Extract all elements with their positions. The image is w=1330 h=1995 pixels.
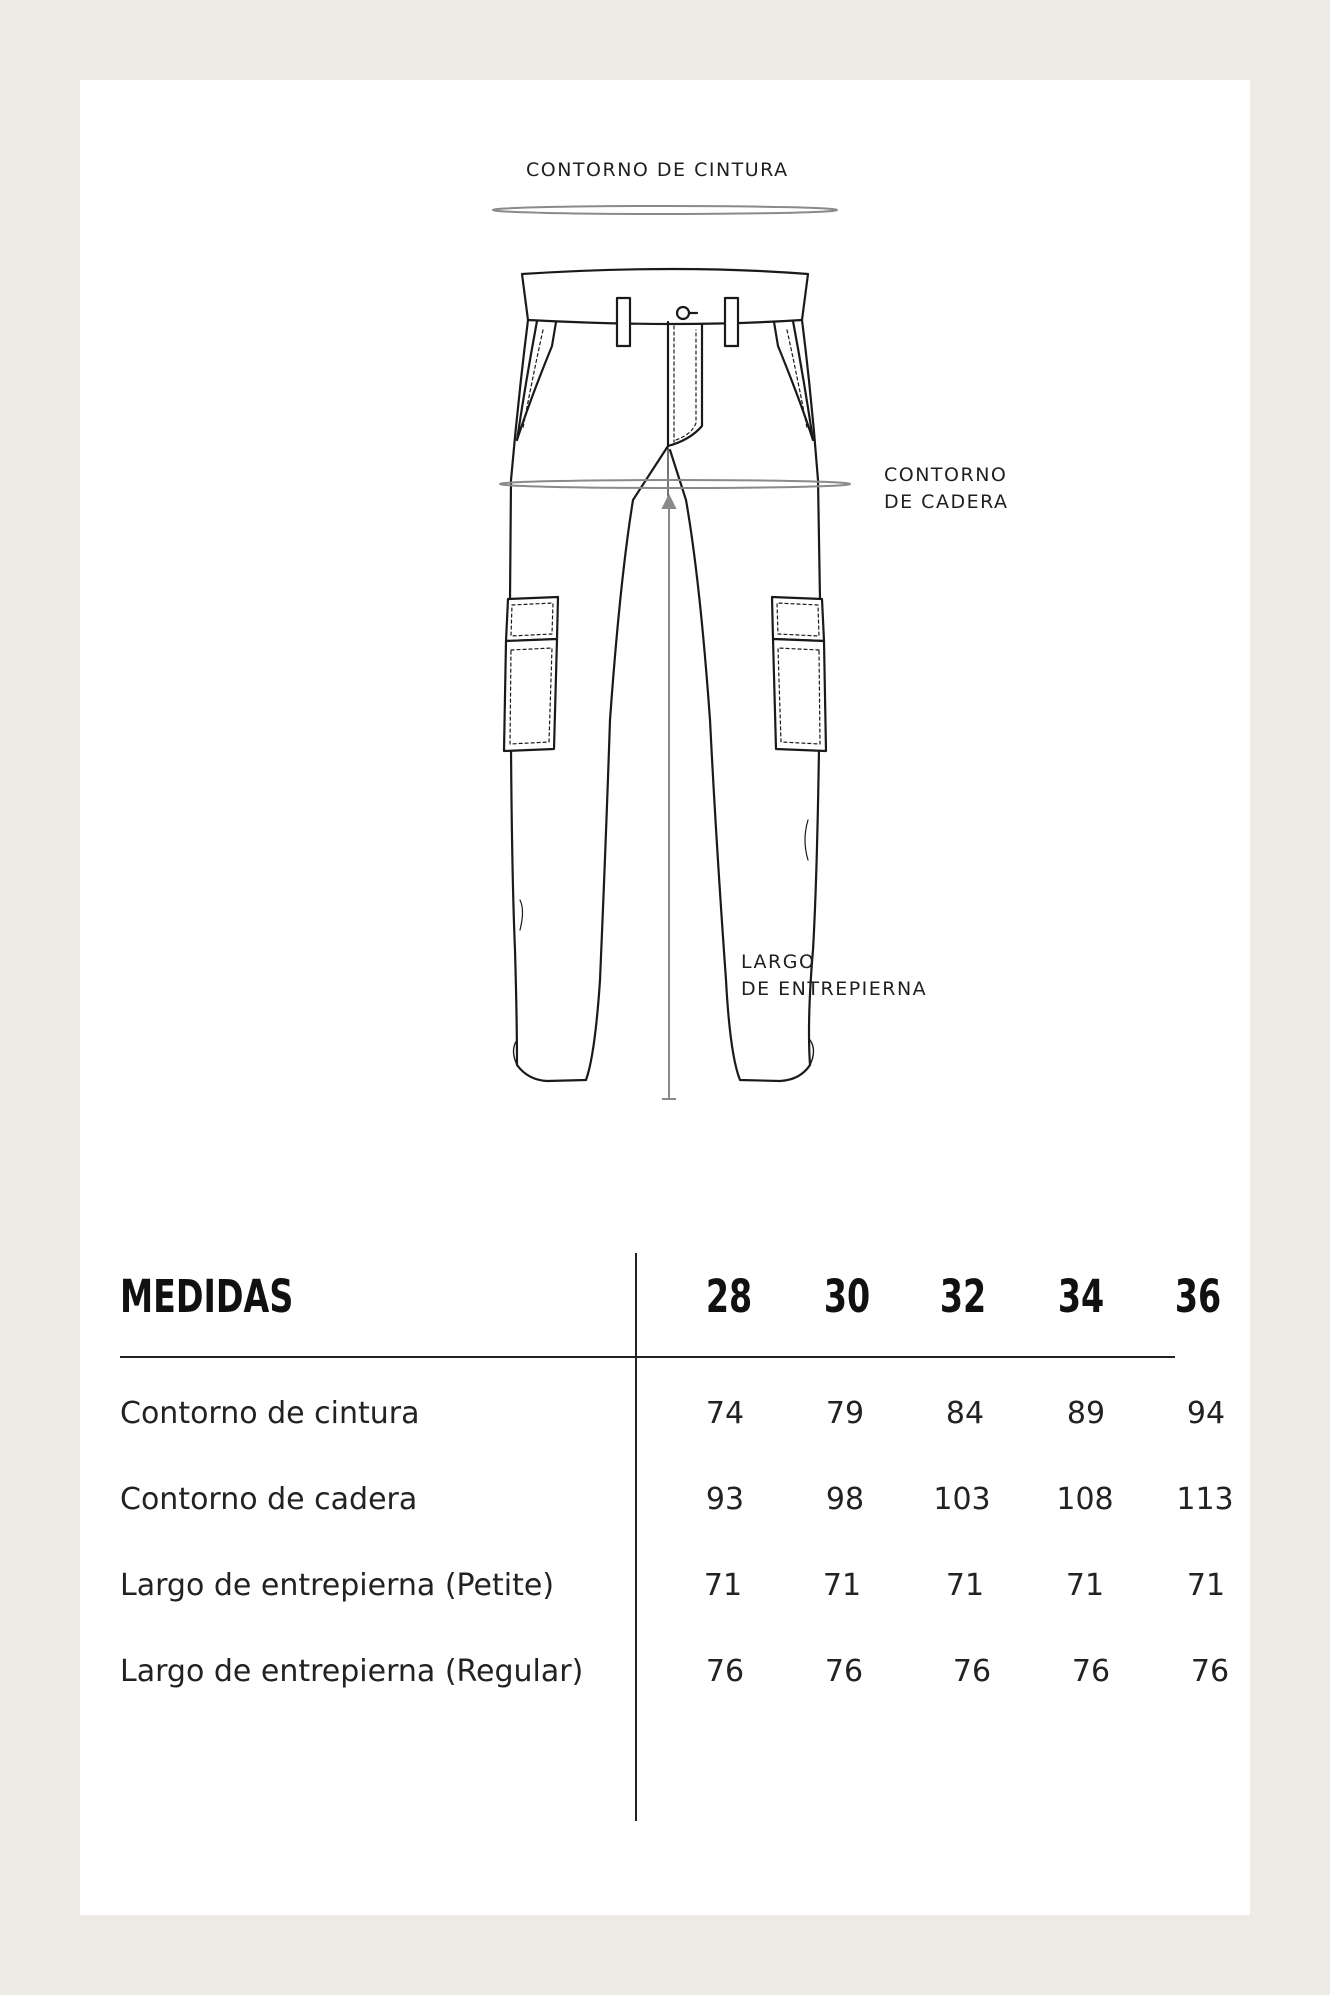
cell-petite-34: 71 [1065,1568,1105,1603]
cell-waist-34: 89 [1066,1396,1106,1431]
size-header-30: 30 [823,1270,871,1323]
cell-waist-30: 79 [825,1396,865,1431]
row-label-inseam-regular: Largo de entrepierna (Regular) [120,1654,584,1689]
cell-hip-30: 98 [825,1482,865,1517]
cell-regular-30: 76 [824,1654,864,1689]
cell-regular-32: 76 [952,1654,992,1689]
size-guide-card [80,80,1250,1915]
cell-hip-28: 93 [705,1482,745,1517]
hip-label-line-2: DE CADERA [884,491,1009,513]
cell-hip-36: 113 [1176,1482,1234,1517]
cargo-pants-outline-icon [80,80,1250,1140]
size-header-34: 34 [1057,1270,1105,1323]
cell-petite-32: 71 [945,1568,985,1603]
cell-waist-28: 74 [705,1396,745,1431]
cell-regular-34: 76 [1071,1654,1111,1689]
size-header-32: 32 [939,1270,987,1323]
row-label-inseam-petite: Largo de entrepierna (Petite) [120,1568,555,1603]
cell-waist-36: 94 [1186,1396,1226,1431]
size-header-36: 36 [1174,1270,1222,1323]
waist-label: CONTORNO DE CINTURA [526,159,789,181]
cell-petite-36: 71 [1186,1568,1226,1603]
table-header-divider [120,1356,1175,1358]
cell-hip-32: 103 [933,1482,991,1517]
row-label-waist: Contorno de cintura [120,1396,420,1431]
table-heading: MEDIDAS [120,1270,294,1323]
row-label-hip: Contorno de cadera [120,1482,418,1517]
cell-regular-36: 76 [1190,1654,1230,1689]
inseam-label-line-1: LARGO [741,951,816,973]
cell-waist-32: 84 [945,1396,985,1431]
hip-label-line-1: CONTORNO [884,464,1008,486]
inseam-label [741,949,927,1003]
inseam-label-line-2: DE ENTREPIERNA [741,978,928,1000]
cell-petite-30: 71 [822,1568,862,1603]
table-vertical-divider [635,1253,637,1821]
cell-hip-34: 108 [1056,1482,1114,1517]
hip-label [884,462,1009,516]
cell-petite-28: 71 [703,1568,743,1603]
size-header-28: 28 [705,1270,753,1323]
cell-regular-28: 76 [705,1654,745,1689]
